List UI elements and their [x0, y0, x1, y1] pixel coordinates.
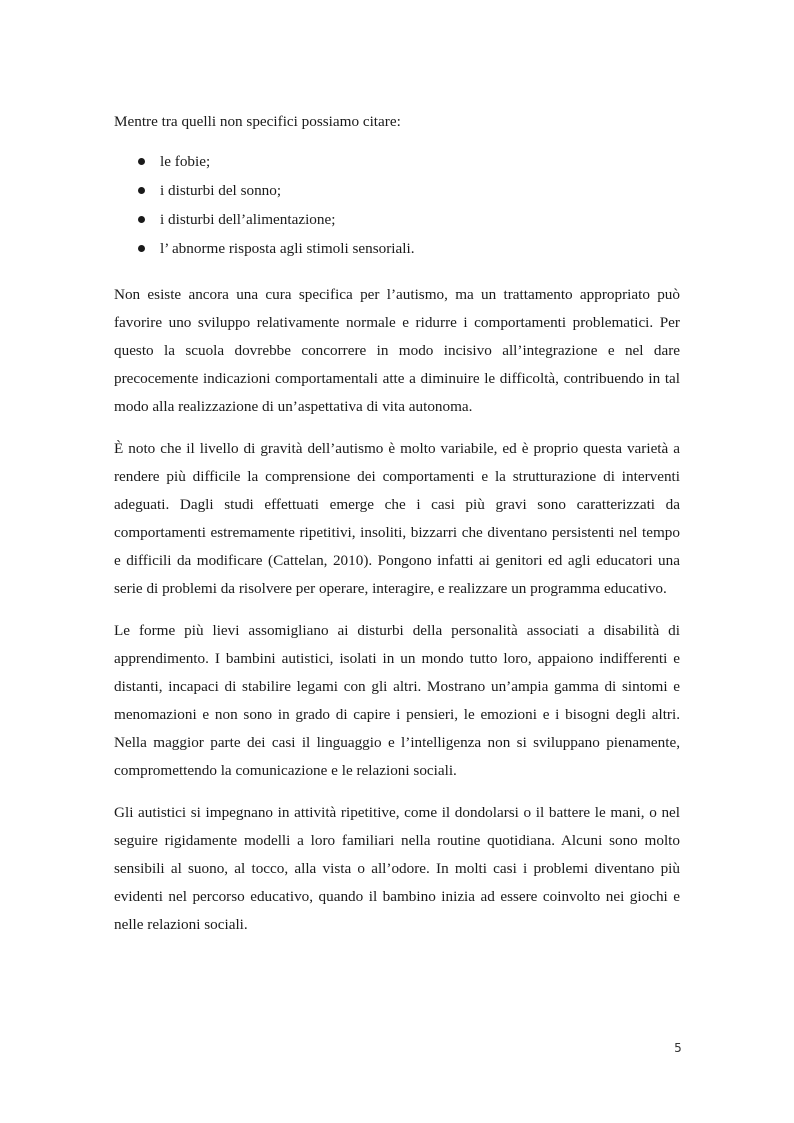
- paragraph-mild-forms: Le forme più lievi assomigliano ai disturbi della personalità associati a disabilità di apprendimento. I bambini autistici, isolati in un mondo tutto loro, appaiono indifferenti e distanti, incapaci di stabilire legami con gli altri. Mostrano un’ampia gamma di sintomi e menomazioni e non sono in grado di capire i pensieri, le emozioni e i bisogni degli altri. Nella maggior parte dei casi il linguaggio e l’intelligenza non si sviluppano pienamente, compromettendo la comunicazione e le relazioni sociali.: [114, 622, 680, 779]
- bullet-dot-icon: [138, 216, 145, 223]
- bullet-item: [114, 176, 680, 205]
- paragraph-severity: È noto che il livello di gravità dell’autismo è molto variabile, ed è proprio questa varietà a rendere più difficile la comprensione dei comportamenti e la strutturazione di interventi adeguati. Dagli studi effettuati emerge che i casi più gravi sono caratterizzati da comportamenti estremamente ripetitivi, insoliti, bizzarri che diventano persistenti nel tempo e difficili da modificare (Cattelan, 2010). Pongono infatti ai genitori ed agli educatori una serie di problemi da risolvere per operare, interagire, e realizzare un programma educativo.: [114, 440, 680, 597]
- paragraph-treatment: Non esiste ancora una cura specifica per l’autismo, ma un trattamento appropriato può favorire uno sviluppo relativamente normale e ridurre i comportamenti problematici. Per questo la scuola dovrebbe concorrere in modo incisivo all’integrazione e nel dare precocemente indicazioni comportamentali atte a diminuire le difficoltà, contribuendo in tal modo alla realizzazione di un’aspettativa di vita autonoma.: [114, 286, 680, 415]
- page-number: 5: [674, 1041, 682, 1055]
- bullet-list: [114, 147, 680, 263]
- bullet-text: i disturbi del sonno;: [160, 182, 282, 199]
- page-body: [114, 108, 680, 939]
- bullet-text: le fobie;: [160, 153, 211, 170]
- bullet-item: [114, 147, 680, 176]
- bullet-item: [114, 205, 680, 234]
- bullet-text: l’ abnorme risposta agli stimoli sensoriali.: [160, 240, 415, 257]
- bullet-text: i disturbi dell’alimentazione;: [160, 211, 336, 228]
- bullet-dot-icon: [138, 187, 145, 194]
- intro-sentence: Mentre tra quelli non specifici possiamo citare:: [114, 113, 401, 130]
- bullet-dot-icon: [138, 158, 145, 165]
- paragraph-repetitive-activities: Gli autistici si impegnano in attività ripetitive, come il dondolarsi o il battere le mani, o nel seguire rigidamente modelli a loro familiari nella routine quotidiana. Alcuni sono molto sensibili al suono, al tocco, alla vista o all’odore. In molti casi i problemi diventano più evidenti nel percorso educativo, quando il bambino inizia ad essere coinvolto nei giochi e nelle relazioni sociali.: [114, 804, 680, 933]
- bullet-item: [114, 234, 680, 263]
- bullet-dot-icon: [138, 245, 145, 252]
